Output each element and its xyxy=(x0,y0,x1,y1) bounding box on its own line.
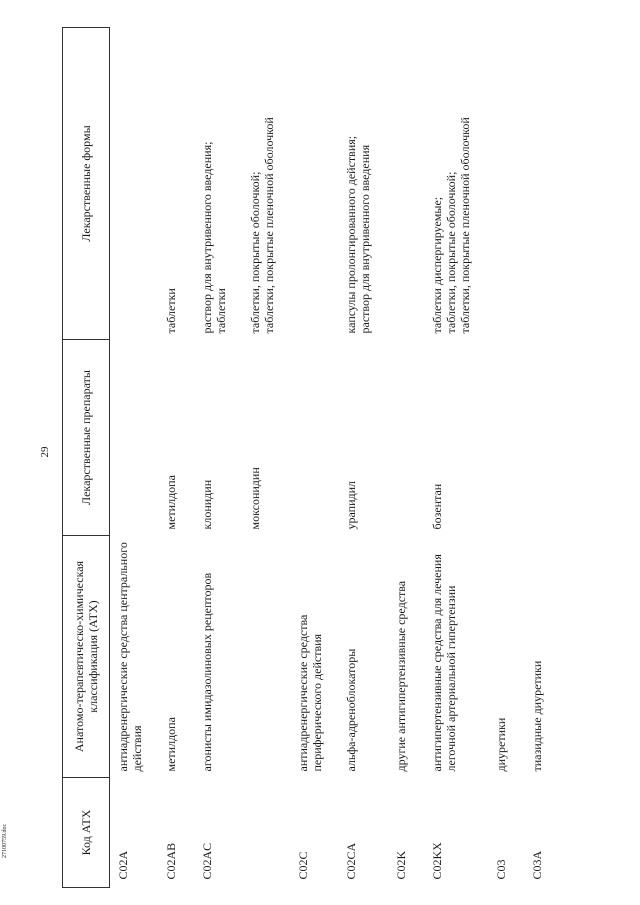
table-row xyxy=(424,28,488,888)
atc-classification: альфа-адреноблокаторы xyxy=(343,648,358,772)
atc-code: C03 xyxy=(493,859,508,880)
table-row xyxy=(388,28,424,888)
atc-classification: метилдопа xyxy=(163,717,178,772)
atc-classification: антиадренергические средства периферического действия xyxy=(295,614,324,772)
atc-classification: агонисты имидазолиновых рецепторов xyxy=(199,572,214,772)
atc-code: C02C xyxy=(295,851,310,880)
atc-code: C02CA xyxy=(343,842,358,880)
atc-classification: другие антигипертензивные средства xyxy=(393,580,408,772)
dosage-forms xyxy=(524,28,609,340)
atc-code: C02AC xyxy=(199,842,214,880)
table-row xyxy=(488,28,524,888)
dosage-forms xyxy=(110,28,158,340)
atc-table xyxy=(62,27,608,888)
dosage-forms: таблетки xyxy=(163,288,178,334)
drug-name xyxy=(110,340,158,536)
atc-code xyxy=(242,778,290,888)
drug-name xyxy=(488,340,524,536)
table-row xyxy=(242,28,290,888)
atc-classification: антиадренергические средства центрального действия xyxy=(116,542,144,772)
atc-classification: антигипертензивные средства для лечения легочной артериальной гипертензии xyxy=(429,554,458,772)
atc-code: C02KX xyxy=(429,842,444,880)
atc-code: C02AB xyxy=(163,842,178,880)
document-code: 27100759.doc xyxy=(2,823,8,858)
atc-code: C02A xyxy=(116,850,130,880)
dosage-forms xyxy=(488,28,524,340)
table-row xyxy=(194,28,242,888)
drug-name: клонидин xyxy=(199,479,214,530)
dosage-forms: капсулы пролонгированного действия; раствор для внутривенного введения xyxy=(343,135,372,334)
header-atc: Анатомо-терапевтическо-химическая классификация (АТХ) xyxy=(63,536,110,778)
dosage-forms xyxy=(290,28,338,340)
drug-name xyxy=(290,340,338,536)
table-row xyxy=(110,28,158,888)
atc-classification: диуретики xyxy=(493,717,508,772)
header-code: Код АТХ xyxy=(63,778,110,888)
dosage-forms: таблетки, покрытые оболочкой; таблетки, покрытые пленочной оболочкой xyxy=(247,117,276,334)
drug-name: урапидил xyxy=(343,480,358,530)
atc-code: C02K xyxy=(393,850,408,880)
table-row xyxy=(338,28,388,888)
header-drugs: Лекарственные препараты xyxy=(63,340,110,536)
table-row xyxy=(158,28,194,888)
table-row xyxy=(290,28,338,888)
atc-table-container xyxy=(62,28,608,888)
table-body xyxy=(110,28,609,888)
header-forms: Лекарственные формы xyxy=(63,28,110,340)
atc-classification: тиазидные диуретики xyxy=(529,660,544,772)
drug-name: метилдопа xyxy=(163,475,178,530)
dosage-forms: раствор для внутривенного введения; таблетки xyxy=(199,141,228,334)
dosage-forms xyxy=(388,28,424,340)
table-row xyxy=(524,28,609,888)
atc-code: C03A xyxy=(529,850,544,880)
table-header-row xyxy=(63,28,110,888)
page-number: 29 xyxy=(39,446,51,458)
drug-name xyxy=(388,340,424,536)
drug-name xyxy=(524,340,609,536)
atc-classification xyxy=(242,536,290,778)
dosage-forms: таблетки диспергируемые; таблетки, покрытые оболочкой; таблетки, покрытые пленочной оболочкой xyxy=(429,117,472,334)
drug-name: бозентан xyxy=(429,483,444,530)
drug-name: моксонидин xyxy=(247,467,262,530)
